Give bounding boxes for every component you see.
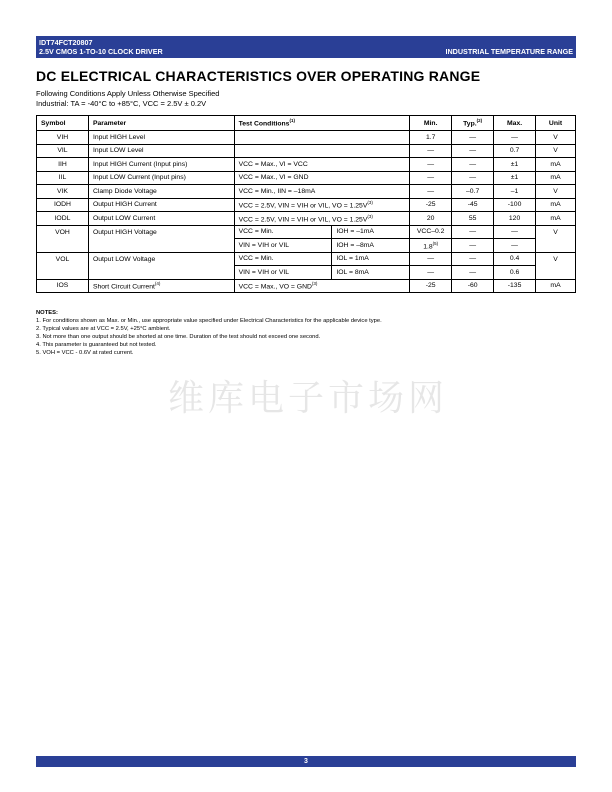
cell-max: ±1 bbox=[494, 171, 536, 185]
note-item: 3. Not more than one output should be shorted at one time. Duration of the test should not exceed one second. bbox=[36, 334, 321, 340]
cell-max: ±1 bbox=[494, 158, 536, 172]
table-header-row bbox=[37, 116, 576, 131]
cell-typ: -60 bbox=[452, 279, 494, 293]
table-row bbox=[37, 158, 576, 172]
cell-condition: IOH = –1mA bbox=[332, 225, 410, 239]
cell-symbol: IODL bbox=[37, 212, 89, 226]
cell-unit: V bbox=[536, 144, 576, 158]
cell-unit: V bbox=[536, 252, 576, 279]
cell-min: — bbox=[410, 266, 452, 280]
cell-typ: — bbox=[452, 252, 494, 266]
cell-max: 0.4 bbox=[494, 252, 536, 266]
note-item: 5. VOH = VCC - 0.6V at rated current. bbox=[36, 350, 134, 356]
cell-condition: IOH = –8mA bbox=[332, 239, 410, 253]
cell-condition: VCC = Min. bbox=[234, 252, 332, 266]
conditions-line-2: Industrial: TA = -40°C to +85°C, VCC = 2.5V ± 0.2V bbox=[36, 99, 207, 108]
cell-parameter: Output HIGH Voltage bbox=[88, 225, 234, 252]
cell-unit: mA bbox=[536, 212, 576, 226]
cell-typ: — bbox=[452, 171, 494, 185]
header-unit: Unit bbox=[536, 116, 576, 131]
cell-symbol: VOH bbox=[37, 225, 89, 252]
cell-min: — bbox=[410, 158, 452, 172]
header-symbol: Symbol bbox=[37, 116, 89, 131]
cell-unit: V bbox=[536, 185, 576, 199]
cell-condition: VCC = 2.5V, VIN = VIH or VIL, VO = $1.25V^{(3)}$ bbox=[234, 198, 410, 212]
cell-min: — bbox=[410, 171, 452, 185]
cell-parameter: Input HIGH Current (Input pins) bbox=[88, 158, 234, 172]
cell-typ: 55 bbox=[452, 212, 494, 226]
cell-min: — bbox=[410, 252, 452, 266]
cell-condition bbox=[234, 144, 410, 158]
table-row bbox=[37, 198, 576, 212]
notes-heading: NOTES: bbox=[36, 310, 58, 316]
watermark: 维库电子市场网 bbox=[168, 378, 449, 419]
cell-unit: mA bbox=[536, 171, 576, 185]
cell-unit: mA bbox=[536, 279, 576, 293]
header-bar bbox=[36, 36, 576, 58]
cell-parameter: Input HIGH Level bbox=[88, 131, 234, 145]
cell-condition: VCC = Max., VO = $GND^{(3)}$ bbox=[234, 279, 410, 293]
cell-max: 120 bbox=[494, 212, 536, 226]
cell-condition: VIN = VIH or VIL bbox=[234, 239, 332, 253]
cell-unit: mA bbox=[536, 198, 576, 212]
cell-min: 1.7 bbox=[410, 131, 452, 145]
cell-unit: V bbox=[536, 131, 576, 145]
cell-condition: VCC = Max., VI = GND bbox=[234, 171, 410, 185]
cell-symbol: IIL bbox=[37, 171, 89, 185]
cell-typ: — bbox=[452, 266, 494, 280]
cell-typ: — bbox=[452, 225, 494, 239]
cell-parameter: Output LOW Voltage bbox=[88, 252, 234, 279]
note-item: 1. For conditions shown as Max. or Min., use appropriate value specified under Electrical Characteristics for the applicable device type. bbox=[36, 318, 382, 324]
cell-parameter: Output LOW Current bbox=[88, 212, 234, 226]
temperature-range-label: INDUSTRIAL TEMPERATURE RANGE bbox=[445, 47, 573, 56]
cell-max: — bbox=[494, 225, 536, 239]
header-typ: Typ.$^{(2)}$ bbox=[452, 116, 494, 131]
note-item: 4. This parameter is guaranteed but not tested. bbox=[36, 342, 157, 348]
cell-condition: VIN = VIH or VIL bbox=[234, 266, 332, 280]
cell-min: — bbox=[410, 185, 452, 199]
cell-min: -25 bbox=[410, 198, 452, 212]
cell-min: 1.8$^{(5)}$ bbox=[410, 239, 452, 253]
cell-parameter: Output HIGH Current bbox=[88, 198, 234, 212]
cell-parameter: Input LOW Current (Input pins) bbox=[88, 171, 234, 185]
cell-typ: — bbox=[452, 144, 494, 158]
cell-condition: VCC = Min., IIN = –18mA bbox=[234, 185, 410, 199]
part-number: IDT74FCT20807 bbox=[39, 38, 93, 47]
cell-max: 0.6 bbox=[494, 266, 536, 280]
table-row bbox=[37, 171, 576, 185]
conditions-line-1: Following Conditions Apply Unless Otherwise Specified bbox=[36, 89, 220, 98]
cell-max: –1 bbox=[494, 185, 536, 199]
cell-condition: VCC = Min. bbox=[234, 225, 332, 239]
document-subtitle: 2.5V CMOS 1-TO-10 CLOCK DRIVER bbox=[39, 47, 163, 56]
header-parameter: Parameter bbox=[88, 116, 234, 131]
table-row bbox=[37, 131, 576, 145]
cell-symbol: IOS bbox=[37, 279, 89, 293]
cell-condition bbox=[234, 131, 410, 145]
dc-characteristics-table bbox=[36, 115, 576, 293]
cell-min: 20 bbox=[410, 212, 452, 226]
table-row bbox=[37, 225, 576, 239]
page-number: 3 bbox=[304, 758, 308, 765]
table-row bbox=[37, 279, 576, 293]
cell-typ: — bbox=[452, 239, 494, 253]
cell-typ: -45 bbox=[452, 198, 494, 212]
cell-min: VCC–0.2 bbox=[410, 225, 452, 239]
footer-bar bbox=[36, 756, 576, 767]
note-item: 2. Typical values are at VCC = 2.5V, +25°C ambient. bbox=[36, 326, 171, 332]
cell-max: — bbox=[494, 131, 536, 145]
cell-condition: VCC = 2.5V, VIN = VIH or VIL, VO = $1.25V^{(3)}$ bbox=[234, 212, 410, 226]
cell-typ: — bbox=[452, 158, 494, 172]
cell-condition: IOL = 1mA bbox=[332, 252, 410, 266]
header-max: Max. bbox=[494, 116, 536, 131]
header-min: Min. bbox=[410, 116, 452, 131]
cell-min: — bbox=[410, 144, 452, 158]
header-test-conditions: Test Conditions$^{(1)}$ bbox=[234, 116, 410, 131]
cell-parameter: Input LOW Level bbox=[88, 144, 234, 158]
cell-parameter: Clamp Diode Voltage bbox=[88, 185, 234, 199]
cell-symbol: IODH bbox=[37, 198, 89, 212]
cell-max: 0.7 bbox=[494, 144, 536, 158]
table-row bbox=[37, 212, 576, 226]
notes-section bbox=[36, 309, 382, 357]
cell-typ: –0.7 bbox=[452, 185, 494, 199]
cell-parameter: Short Circuit Current$^{(4)}$ bbox=[88, 279, 234, 293]
cell-symbol: VIH bbox=[37, 131, 89, 145]
cell-max: -135 bbox=[494, 279, 536, 293]
table-row bbox=[37, 252, 576, 266]
cell-symbol: VIL bbox=[37, 144, 89, 158]
cell-max: — bbox=[494, 239, 536, 253]
cell-unit: mA bbox=[536, 158, 576, 172]
table-row bbox=[37, 144, 576, 158]
cell-symbol: VIK bbox=[37, 185, 89, 199]
page-title: DC ELECTRICAL CHARACTERISTICS OVER OPERATING RANGE bbox=[36, 68, 481, 84]
cell-condition: IOL = 8mA bbox=[332, 266, 410, 280]
cell-condition: VCC = Max., VI = VCC bbox=[234, 158, 410, 172]
cell-max: -100 bbox=[494, 198, 536, 212]
cell-min: -25 bbox=[410, 279, 452, 293]
table-row bbox=[37, 185, 576, 199]
cell-unit: V bbox=[536, 225, 576, 252]
cell-symbol: IIH bbox=[37, 158, 89, 172]
cell-typ: — bbox=[452, 131, 494, 145]
cell-symbol: VOL bbox=[37, 252, 89, 279]
